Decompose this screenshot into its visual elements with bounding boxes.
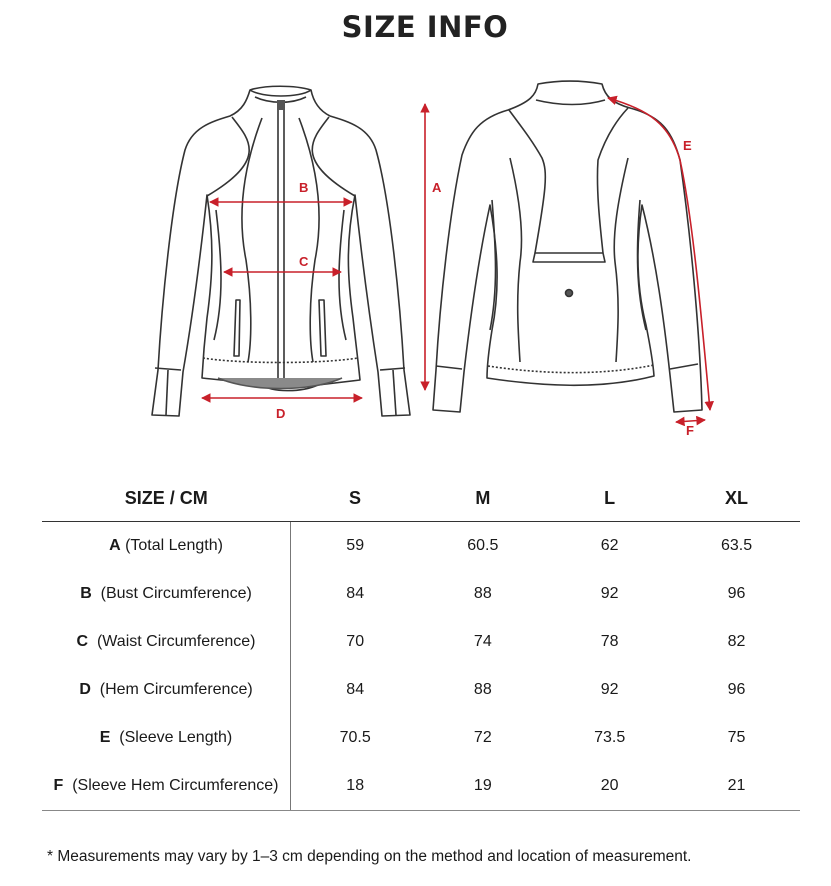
size-table	[42, 476, 800, 811]
page-title: SIZE INFO	[341, 10, 509, 44]
table-cell: 70	[346, 633, 365, 650]
table-cell: 96	[727, 585, 746, 602]
measure-label-f: F	[686, 423, 694, 438]
table-cell: 70.5	[339, 729, 371, 746]
table-cell: 84	[346, 681, 365, 698]
table-header-row	[42, 476, 800, 522]
measure-desc: (Sleeve Hem Circumference)	[72, 777, 279, 794]
measure-desc: (Bust Circumference)	[100, 585, 252, 602]
measure-label-e: E	[683, 138, 692, 153]
table-cell: 78	[600, 633, 619, 650]
table-cell: 73.5	[594, 729, 626, 746]
table-cell: 60.5	[467, 537, 499, 554]
measure-letter: E	[99, 729, 111, 746]
table-row	[42, 570, 800, 618]
table-row	[42, 618, 800, 666]
table-cell: 75	[727, 729, 746, 746]
table-cell: 72	[473, 729, 492, 746]
row-label	[42, 570, 291, 618]
jacket-illustration	[0, 70, 831, 450]
row-label	[42, 666, 291, 714]
measure-label-b: B	[299, 180, 309, 195]
table-cell: 92	[600, 585, 619, 602]
table-cell: 18	[291, 762, 420, 811]
header-size: L	[546, 476, 673, 522]
measure-desc: (Hem Circumference)	[99, 681, 253, 698]
measure-letter: F	[53, 777, 64, 794]
table-cell: 96	[727, 681, 746, 698]
measure-letter: D	[79, 681, 91, 698]
table-cell: 20	[546, 762, 673, 811]
table-row	[42, 714, 800, 762]
table-cell: 88	[473, 585, 492, 602]
table-cell: 59	[346, 537, 365, 554]
measure-label-c: C	[299, 254, 309, 269]
table-cell: 21	[673, 762, 800, 811]
table-cell: 62	[600, 537, 619, 554]
measure-letter: A	[109, 537, 121, 554]
table-cell: 92	[600, 681, 619, 698]
table-row	[42, 666, 800, 714]
table-cell: 63.5	[720, 537, 753, 554]
measure-letter: B	[80, 585, 92, 602]
measure-letter: C	[76, 633, 89, 650]
header-size: S	[291, 476, 420, 522]
table-cell: 82	[727, 633, 746, 650]
measurement-footnote: * Measurements may vary by 1–3 cm depending on the method and location of measurement.	[47, 848, 692, 865]
row-label	[42, 762, 291, 811]
row-label	[42, 618, 291, 666]
table-cell: 19	[419, 762, 546, 811]
table-cell: 84	[346, 585, 365, 602]
table-row	[42, 762, 800, 811]
jacket-front	[152, 86, 410, 416]
table-cell: 88	[473, 681, 492, 698]
row-label	[42, 522, 291, 571]
header-size: XL	[673, 476, 800, 522]
measure-desc: (Sleeve Length)	[119, 729, 233, 746]
header-size-cm: SIZE / CM	[42, 476, 291, 522]
measure-desc: (Waist Circumference)	[96, 633, 256, 650]
header-size: M	[419, 476, 546, 522]
measure-label-a: A	[432, 180, 442, 195]
jacket-back	[433, 81, 702, 412]
row-label	[42, 714, 291, 762]
measure-label-d: D	[276, 406, 286, 421]
table-cell: 74	[473, 633, 492, 650]
measure-desc: (Total Length)	[125, 537, 223, 554]
table-row	[42, 522, 800, 571]
